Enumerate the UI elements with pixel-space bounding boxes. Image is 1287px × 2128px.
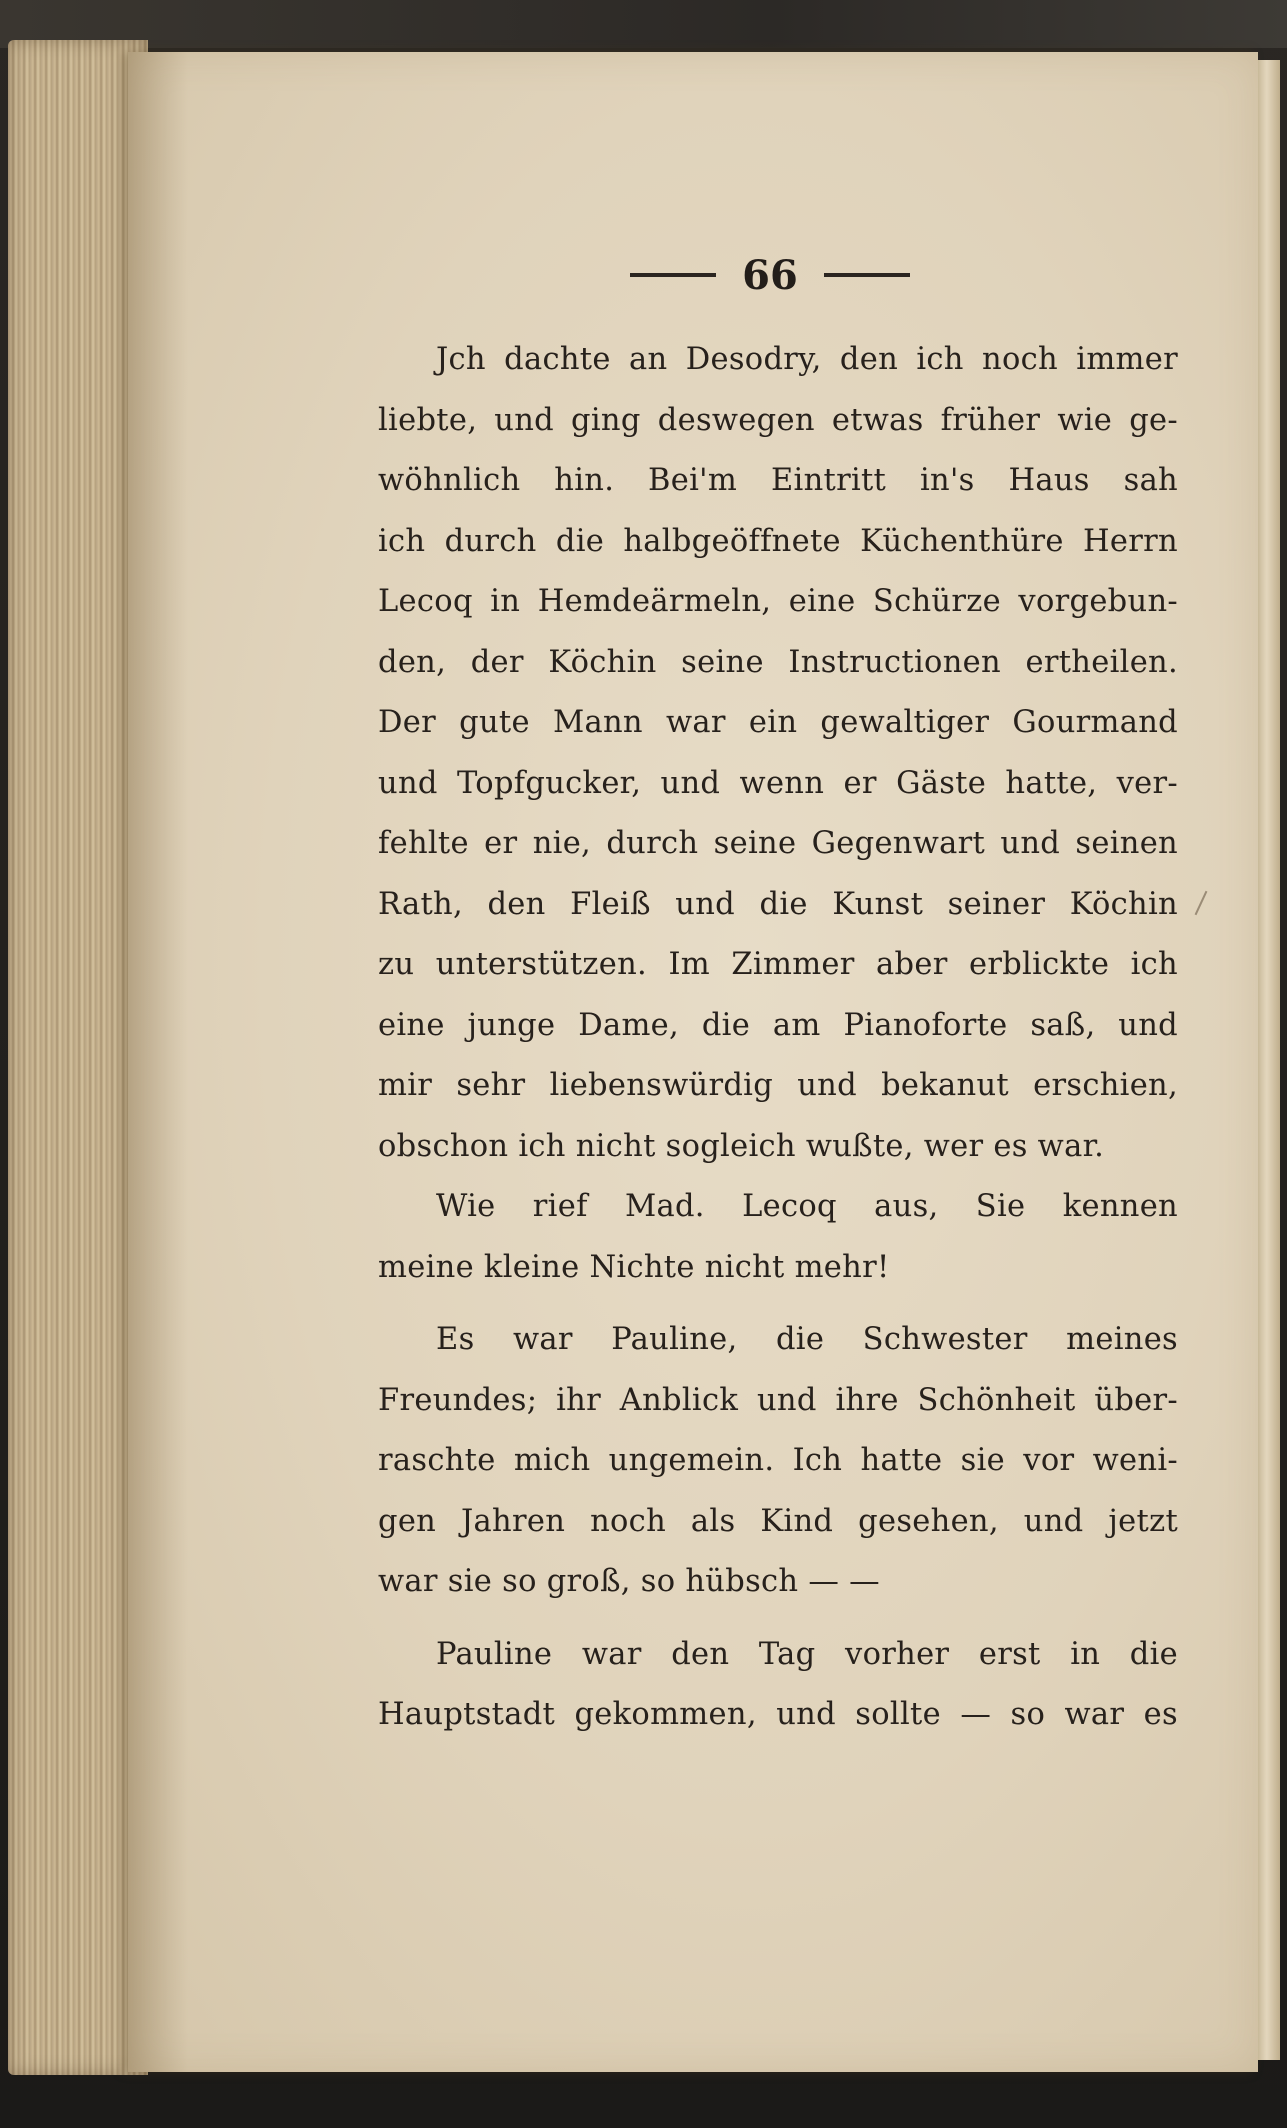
text-line: Rath, den Fleiß und die Kunst seiner Köchin <box>378 886 1178 922</box>
text-line: Jch dachte an Desodry, den ich noch immer <box>436 342 1178 377</box>
text-line: raschte mich ungemein. Ich hatte sie vor weni- <box>378 1443 1178 1478</box>
text-line: fehlte er nie, durch seine Gegenwart und seinen <box>378 826 1178 861</box>
text-line: Wie rief Mad. Lecoq aus, Sie kennen <box>436 1189 1178 1224</box>
gutter-shadow <box>128 52 188 2072</box>
text-line: zu unterstützen. Im Zimmer aber erblickte ich <box>378 947 1178 982</box>
page-right-edge <box>1258 60 1280 2060</box>
text-line: wöhnlich hin. Bei'm Eintritt in's Haus sah <box>378 463 1178 498</box>
text-line: Hauptstadt gekommen, und sollte — so war es <box>378 1697 1178 1732</box>
text-line: Freundes; ihr Anblick und ihre Schönheit über- <box>378 1382 1178 1418</box>
text-line: ich durch die halbgeöffnete Küchenthüre Herrn <box>378 523 1178 559</box>
text-line: mir sehr liebenswürdig und bekanut erschien, <box>378 1068 1178 1103</box>
text-line: meine kleine Nichte nicht mehr! <box>378 1249 890 1285</box>
text-line: war sie so groß, so hübsch — — <box>378 1564 880 1599</box>
text-line: obschon ich nicht sogleich wußte, wer es war. <box>378 1128 1105 1164</box>
paragraph-gap <box>378 1613 1178 1625</box>
text-line: gen Jahren noch als Kind gesehen, und jetzt <box>378 1503 1178 1539</box>
text-line: Der gute Mann war ein gewaltiger Gourmand <box>378 705 1178 740</box>
page-number: 66 <box>742 251 798 299</box>
body-text <box>378 330 1178 1746</box>
text-line: Es war Pauline, die Schwester meines <box>436 1322 1178 1357</box>
header-rule-left <box>630 273 716 277</box>
text-line: liebte, und ging deswegen etwas früher wie ge- <box>378 402 1178 438</box>
header-rule-right <box>824 273 910 277</box>
page-header <box>600 250 940 300</box>
text-line: und Topfgucker, und wenn er Gäste hatte, ver- <box>378 765 1178 801</box>
text-line: Pauline war den Tag vorher erst in die <box>436 1636 1178 1672</box>
text-line: Lecoq in Hemdeärmeln, eine Schürze vorgebun- <box>378 584 1178 619</box>
cover-top-edge <box>0 0 1287 48</box>
text-line: eine junge Dame, die am Pianoforte saß, und <box>378 1007 1178 1043</box>
text-line: den, der Köchin seine Instructionen ertheilen. <box>378 644 1178 680</box>
page-edges <box>8 40 148 2075</box>
paragraph-gap <box>378 1298 1178 1310</box>
